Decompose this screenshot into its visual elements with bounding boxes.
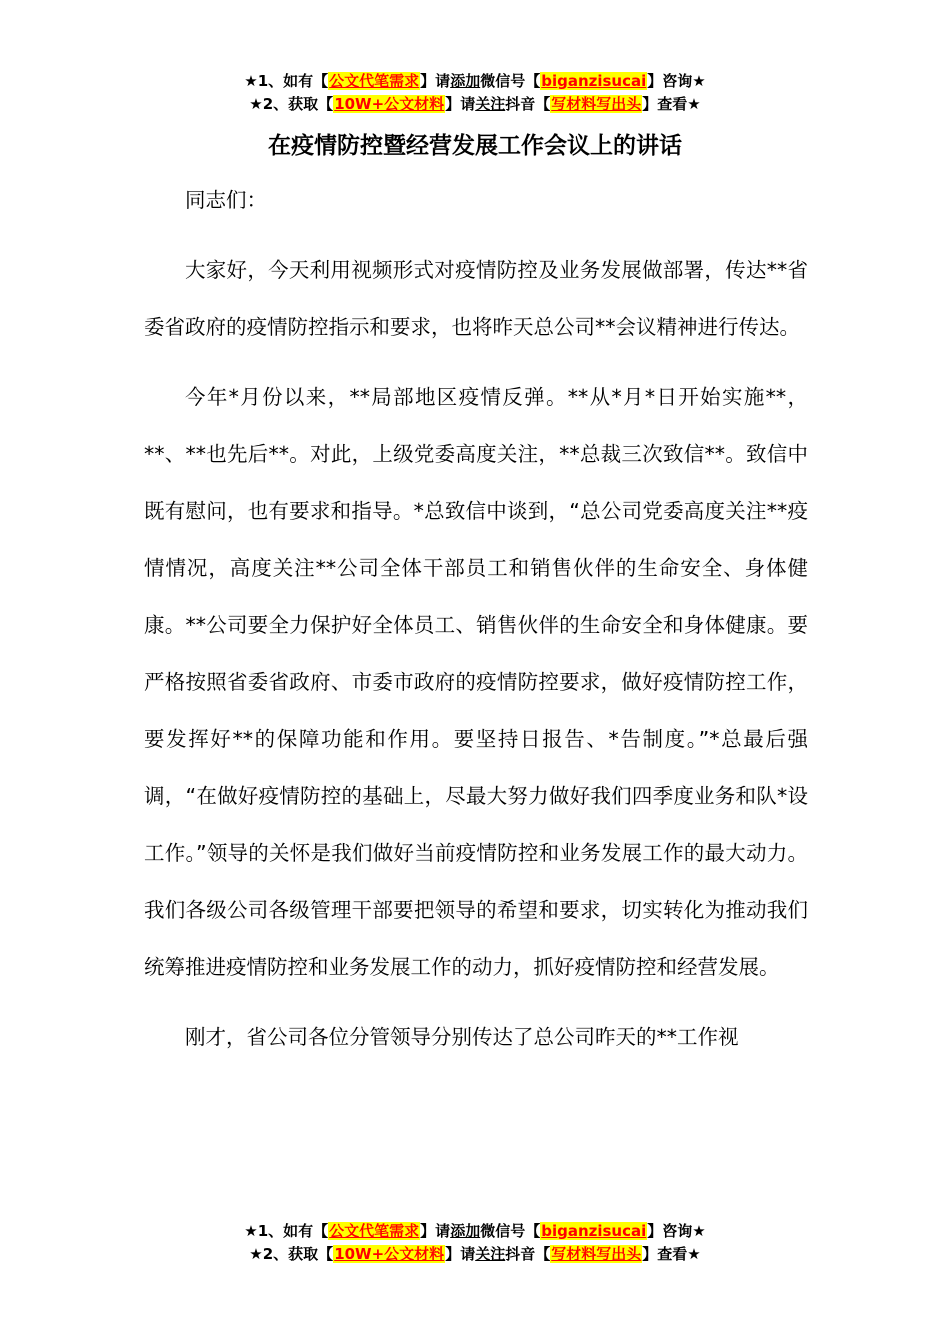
highlight-douyin: 写材料写出头 bbox=[551, 1245, 642, 1263]
banner-text: 】咨询★ bbox=[647, 1222, 706, 1240]
banner-underlined: 关注 bbox=[475, 95, 506, 113]
footer-banner bbox=[0, 1220, 950, 1266]
highlight-materials: 10W+公文材料 bbox=[334, 95, 445, 113]
banner-text: 】查看★ bbox=[642, 1245, 701, 1263]
banner-text: 】查看★ bbox=[642, 95, 701, 113]
header-banner bbox=[0, 70, 950, 116]
banner-text: 抖音【 bbox=[505, 1245, 551, 1263]
banner-underlined: 添加 bbox=[450, 72, 481, 90]
banner-text: ★1、如有【 bbox=[244, 72, 329, 90]
banner-text: 抖音【 bbox=[505, 95, 551, 113]
banner-text: ★2、获取【 bbox=[249, 95, 334, 113]
banner-text: ★1、如有【 bbox=[244, 1222, 329, 1240]
banner-underlined: 关注 bbox=[475, 1245, 506, 1263]
greeting: 同志们： bbox=[185, 188, 267, 212]
banner-text: 】请 bbox=[420, 1222, 451, 1240]
highlight-service: 公文代笔需求 bbox=[329, 1222, 420, 1240]
banner-text: 微信号【 bbox=[480, 1222, 541, 1240]
banner-underlined: 添加 bbox=[450, 1222, 481, 1240]
banner-text: 】请 bbox=[445, 1245, 476, 1263]
highlight-douyin: 写材料写出头 bbox=[551, 95, 642, 113]
banner-line-1 bbox=[0, 1220, 950, 1243]
highlight-service: 公文代笔需求 bbox=[329, 72, 420, 90]
paragraph-1: 大家好，今天利用视频形式对疫情防控及业务发展做部署，传达**省委省政府的疫情防控指示和要求，也将昨天总公司**会议精神进行传达。 bbox=[144, 258, 808, 339]
banner-line-2 bbox=[0, 1243, 950, 1266]
document-body bbox=[144, 172, 808, 1066]
highlight-wechat-id: biganzisucai bbox=[541, 1222, 647, 1240]
banner-line-1 bbox=[0, 70, 950, 93]
banner-text: ★2、获取【 bbox=[249, 1245, 334, 1263]
highlight-wechat-id: biganzisucai bbox=[541, 72, 647, 90]
paragraph-2: 今年*月份以来，**局部地区疫情反弹。**从*月*日开始实施**，**、**也先后**。对此，上级党委高度关注，**总裁三次致信**。致信中既有慰问，也有要求和指导。*总致信中谈到，“总公司党委高度关注**疫情情况，高度关注**公司全体干部员工和销售伙伴的生命安全、身体健康。**公司要全力保护好全体员工、销售伙伴的生命安全和身体健康。要严格按照省委省政府、市委市政府的疫情防控要求，做好疫情防控工作，要发挥好**的保障功能和作用。要坚持日报告、*告制度。”*总最后强调，“在做好疫情防控的基础上，尽最大努力做好我们四季度业务和队*设工作。”领导的关怀是我们做好当前疫情防控和业务发展工作的最大动力。我们各级公司各级管理干部要把领导的希望和要求，切实转化为推动我们统筹推进疫情防控和业务发展工作的动力，抓好疫情防控和经营发展。 bbox=[144, 385, 808, 979]
document-title: 在疫情防控暨经营发展工作会议上的讲话 bbox=[268, 133, 682, 159]
paragraph-3: 刚才，省公司各位分管领导分别传达了总公司昨天的**工作视 bbox=[185, 1025, 739, 1049]
banner-text: 微信号【 bbox=[480, 72, 541, 90]
banner-text: 】请 bbox=[420, 72, 451, 90]
banner-line-2 bbox=[0, 93, 950, 116]
highlight-materials: 10W+公文材料 bbox=[334, 1245, 445, 1263]
banner-text: 】咨询★ bbox=[647, 72, 706, 90]
banner-text: 】请 bbox=[445, 95, 476, 113]
